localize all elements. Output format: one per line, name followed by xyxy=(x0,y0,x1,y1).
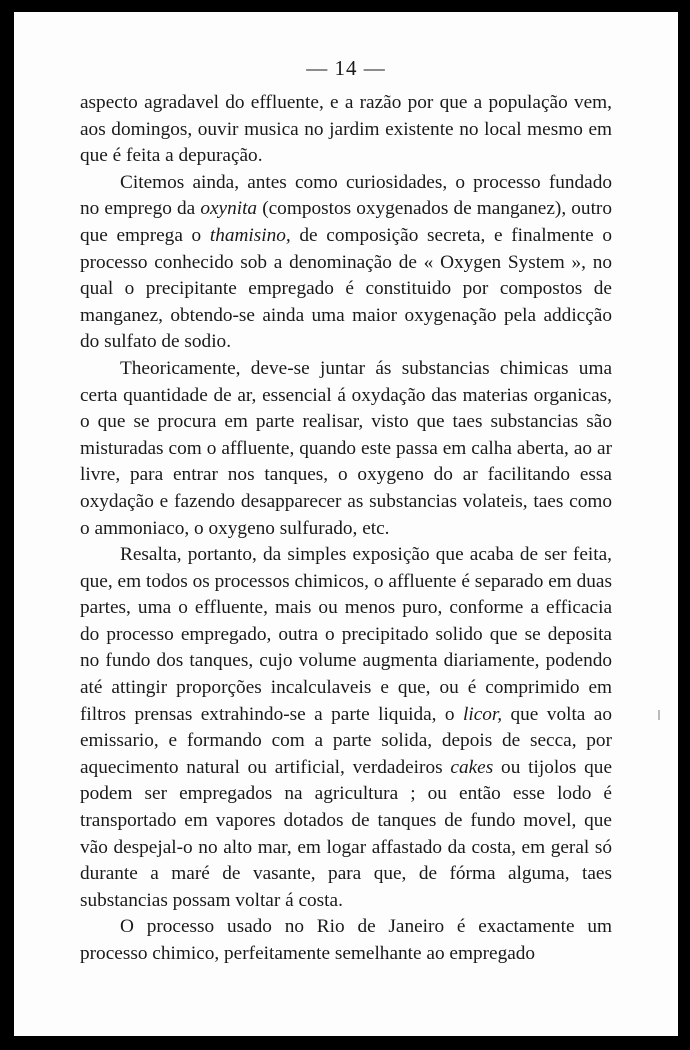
p1-text: aspecto agradavel do effluente, e a razão por que a população vem, aos domingos, ouvir musica no jardim existente no local mesmo em que é feita a depuração. xyxy=(80,92,612,167)
p2-text-3: de composição secreta, e finalmente o processo conhecido sob a denominação de « Oxygen System », no qual o precipitante empregado é constituido por compostos de manganez, obtendo-se ainda uma maior oxygenação pela addicção do sulfato de sodio. xyxy=(80,224,612,353)
margin-mark xyxy=(658,710,660,720)
page-number: — 14 — xyxy=(306,56,386,80)
paragraph-5 xyxy=(80,914,612,967)
p4-text-3: ou tijolos que podem ser empregados na agricultura ; ou então esse lodo é transportado em vapores dotados de tanques de fundo movel, que vão despejal-o no alto mar, em logar affastado da costa, em geral só durante a maré de vasante, para que, de fórma alguma, taes substancias possam voltar á costa. xyxy=(80,756,613,911)
paragraph-4 xyxy=(80,542,612,914)
p3-text: Theoricamente, deve-se juntar ás substancias chimicas uma certa quantidade de ar, essencial á oxydação das materias organicas, o que se procura em parte realisar, visto que taes substancias são misturadas com o affluente, quando este passa em calha aberta, ao ar livre, para entrar nos tanques, o oxygeno do ar facilitando essa oxydação e fazendo desapparecer as substancias volateis, taes como o ammoniaco, o oxygeno sulfurado, etc. xyxy=(80,357,612,539)
p4-text-2: que volta ao emissario, e formando com a parte solida, depois de secca, por aquecimento natural ou artificial, verdadeiros xyxy=(80,703,612,778)
p5-text: O processo usado no Rio de Janeiro é exactamente um processo chimico, perfeitamente semelhante ao empregado xyxy=(80,916,612,964)
body-text xyxy=(80,90,612,968)
p2-text-2: (compostos oxygenados de manganez), outro que emprega o xyxy=(80,198,612,246)
paragraph-1 xyxy=(80,90,612,170)
p2-term-thamisino: thamisino, xyxy=(209,224,291,246)
paragraph-3 xyxy=(80,356,612,542)
book-page xyxy=(14,12,678,1036)
p4-term-licor: licor, xyxy=(462,703,503,725)
p4-text-1: Resalta, portanto, da simples exposição que acaba de ser feita, que, em todos os processos chimicos, o affluente é separado em duas partes, uma o effluente, mais ou menos puro, conforme a efficacia do processo empregado, outra o precipitado solido que se deposita no fundo dos tanques, cujo volume augmenta diariamente, podendo até attingir proporções incalculaveis e que, ou é comprimido em filtros prensas extrahindo-se a parte liquida, o xyxy=(80,544,612,725)
p2-text-1: Citemos ainda, antes como curiosidades, o processo fundado no emprego da xyxy=(80,171,612,220)
p2-term-oxynita: oxynita xyxy=(200,198,258,220)
p4-term-cakes: cakes xyxy=(450,756,494,778)
paragraph-2 xyxy=(80,170,612,356)
